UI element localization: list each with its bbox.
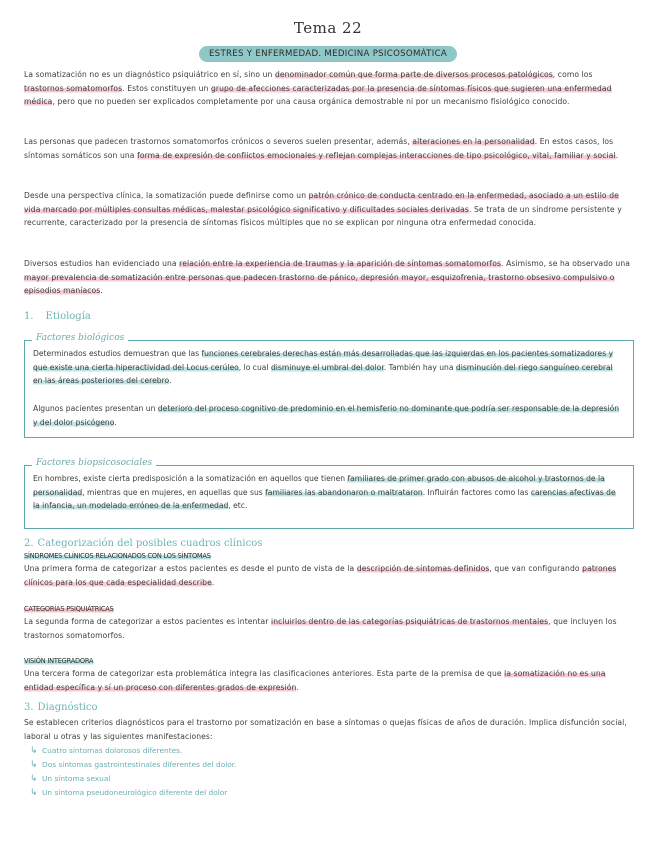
categorias-paragraph [24,615,632,642]
text-run: Desde una perspectiva clínica, la somatización puede definirse como un [24,191,309,200]
text-run: . Estos constituyen un [122,83,211,93]
biologicos-paragraph-2 [33,402,623,429]
factores-biopsicosociales-label: Factores biopsicosociales [32,458,156,468]
section-title: Etiología [45,311,91,322]
text-run: , lo cual [238,362,271,372]
highlighted-text: incluirlos dentro de las categorías psiquiátricas de trastornos mentales [271,617,549,626]
highlighted-text: la somatización no es una entidad específica y sí un proceso con diferentes grados de expresión [24,669,606,692]
list-item [30,744,237,758]
text-run: La segunda forma de categorizar a estos pacientes es intentar [24,617,272,626]
highlighted-text: forma de expresión de conflictos emocionales y reflejan complejas interacciones de tipo psicológico, vital, familiar y social [137,150,616,160]
subheading-sindromes-clinicos [24,552,211,560]
page-title: Tema 22 [293,19,363,37]
text-run: . Asimismo, se ha observado una [501,259,631,268]
text-run: Algunos pacientes presentan un [33,404,158,413]
sindromes-paragraph [24,562,632,589]
list-item-text: Dos síntomas gastrointestinales diferentes del dolor. [42,760,237,769]
intro-paragraph-1 [24,68,632,109]
subheading-text: CATEGORÍAS PSIQUIÁTRICAS [24,605,114,613]
section-title: Categorización del posibles cuadros clínicos [37,538,263,549]
text-run: Se establecen criterios diagnósticos para el trastorno por somatización en base a síntomas o quejas físicas de años de duración. Implica disfunción social, laboral u otras y las siguientes manifestaciones: [24,718,627,741]
arrow-icon: ↳ [30,746,38,756]
intro-paragraph-4 [24,257,632,298]
text-run: . [114,417,117,427]
text-run: . En estos casos, los síntomas somáticos son una [24,137,614,160]
diagnostico-criteria-list [30,744,237,800]
arrow-icon: ↳ [30,788,38,798]
highlighted-text: deterioro del proceso cognitivo de predominio en el hemisferio no dominante que podría ser responsable de la depresión y del dolor psicógeno [33,404,620,427]
highlighted-text: funciones cerebrales derechas están más desarrolladas que las izquierdas en los pacientes somatizadores y que existe una cierta hiperactividad del Locus cerúleo [33,349,614,372]
highlighted-text: descripción de síntomas definidos [356,564,490,573]
highlighted-text: familiares las abandonaron o maltrataron [265,487,423,497]
highlighted-text: grupo de afecciones caracterizadas por la presencia de síntomas físicos que sugieren una enfermedad médica [24,83,612,106]
factores-biologicos-label: Factores biológicos [32,333,128,343]
biologicos-paragraph-1 [33,347,623,388]
text-run: . También hay una [383,362,456,372]
subheading-text: SÍNDROMES CLÍNICOS RELACIONADOS CON LOS SÍNTOMAS [24,552,211,560]
intro-paragraph-3 [24,189,632,230]
list-item [30,786,237,800]
highlighted-text: trastornos somatomorfos [24,83,123,93]
factores-biopsicosociales-box [24,465,634,529]
factores-biologicos-box [24,340,634,438]
text-run: . [169,376,172,385]
arrow-icon: ↳ [30,774,38,784]
text-run: En hombres, existe cierta predisposición a la somatización en aquellos que tienen [33,474,348,483]
text-run: Determinados estudios demuestran que las [33,349,202,358]
text-run: , etc. [228,501,248,510]
text-run: La somatización no es un diagnóstico psiquiátrico en sí, sino un [24,70,275,79]
text-run: , pero que no pueden ser explicados completamente por una causa orgánica demostrable ni por un mecanismo fisiológico conocido. [52,97,570,106]
highlighted-text: patrones clínicos para los que cada especialidad describe [24,564,617,587]
highlighted-text: mayor prevalencia de somatización entre personas que padecen trastorno de pánico, depresión mayor, esquizofrenia, trastorno obsesivo compulsivo o episodios maníacos [24,272,615,295]
highlighted-text: alteraciones en la personalidad [412,137,535,146]
highlighted-text: patrón crónico de conducta centrado en la enfermedad, asociado a un estilo de vida marcado por múltiples consultas médicas, malestar psicológico significativo y dificultades sociales derivadas [24,191,619,214]
list-item [30,758,237,772]
text-run: . [211,577,215,587]
section-number: 1. [24,311,34,322]
highlighted-text: denominador común que forma parte de diversos procesos patológicos [274,70,553,79]
list-item-text: Cuatro síntomas dolorosos diferentes. [42,746,183,755]
section-number: 3. [24,702,34,713]
subheading-text: VISIÓN INTEGRADORA [24,657,94,665]
subheading-vision-integradora [24,657,93,665]
biopsicosociales-paragraph [33,472,623,513]
subheading-categorias-psiquiatricas [24,605,114,613]
intro-paragraph-2 [24,135,632,162]
page-subtitle: ESTRES Y ENFERMEDAD. MEDICINA PSICOSOMÁTICA [199,46,457,62]
section-diagnostico-heading [24,702,98,713]
arrow-icon: ↳ [30,760,38,770]
text-run: . [615,150,619,160]
text-run: Las personas que padecen trastornos somatomorfos crónicos o severos suelen presentar, además, [24,137,413,146]
text-run: Una primera forma de categorizar a estos pacientes es desde el punto de vista de la [24,564,357,573]
vision-paragraph [24,667,632,694]
text-run: , como los [552,70,593,79]
text-run: , que van configurando [489,564,583,573]
text-run: . Se trata de un síndrome persistente y recurrente, caracterizado por la presencia de síntomas físicos múltiples que no se explican por ninguna otra enfermedad conocida. [24,204,622,227]
highlighted-text: carencias afectivas de la infancia, un modelado erróneo de la enfermedad [33,487,616,510]
highlighted-text: relación entre la experiencia de traumas y la aparición de síntomas somatomorfos [179,259,502,268]
text-run: , que incluyen los trastornos somatomorfos. [24,617,617,640]
section-etiologia-heading [24,311,91,322]
list-item [30,772,237,786]
section-categorizacion-heading [24,538,262,549]
highlighted-text: familiares de primer grado con abusos de alcohol y trastornos de la personalidad [33,474,605,497]
text-run: Una tercera forma de categorizar esta problemática integra las clasificaciones anteriores. Esta parte de la premisa de que [24,669,505,678]
section-number: 2. [24,538,34,549]
text-run: Diversos estudios han evidenciado una [24,259,180,268]
section-title: Diagnóstico [37,702,98,713]
subtitle-wrapper [0,41,656,62]
list-item-text: Un síntoma sexual [42,774,111,783]
diagnostico-paragraph [24,716,632,743]
text-run: . [296,682,299,692]
highlighted-text: disminuye el umbral del dolor [270,362,384,372]
text-run: , mientras que en mujeres, en aquellas que sus [82,487,266,497]
text-run: . [100,286,103,295]
highlighted-text: disminución del riego sanguíneo cerebral en las áreas posteriores del cerebro [33,362,613,385]
list-item-text: Un síntoma pseudoneurológico diferente del dolor [42,788,228,797]
text-run: . Influirán factores como las [422,487,531,497]
